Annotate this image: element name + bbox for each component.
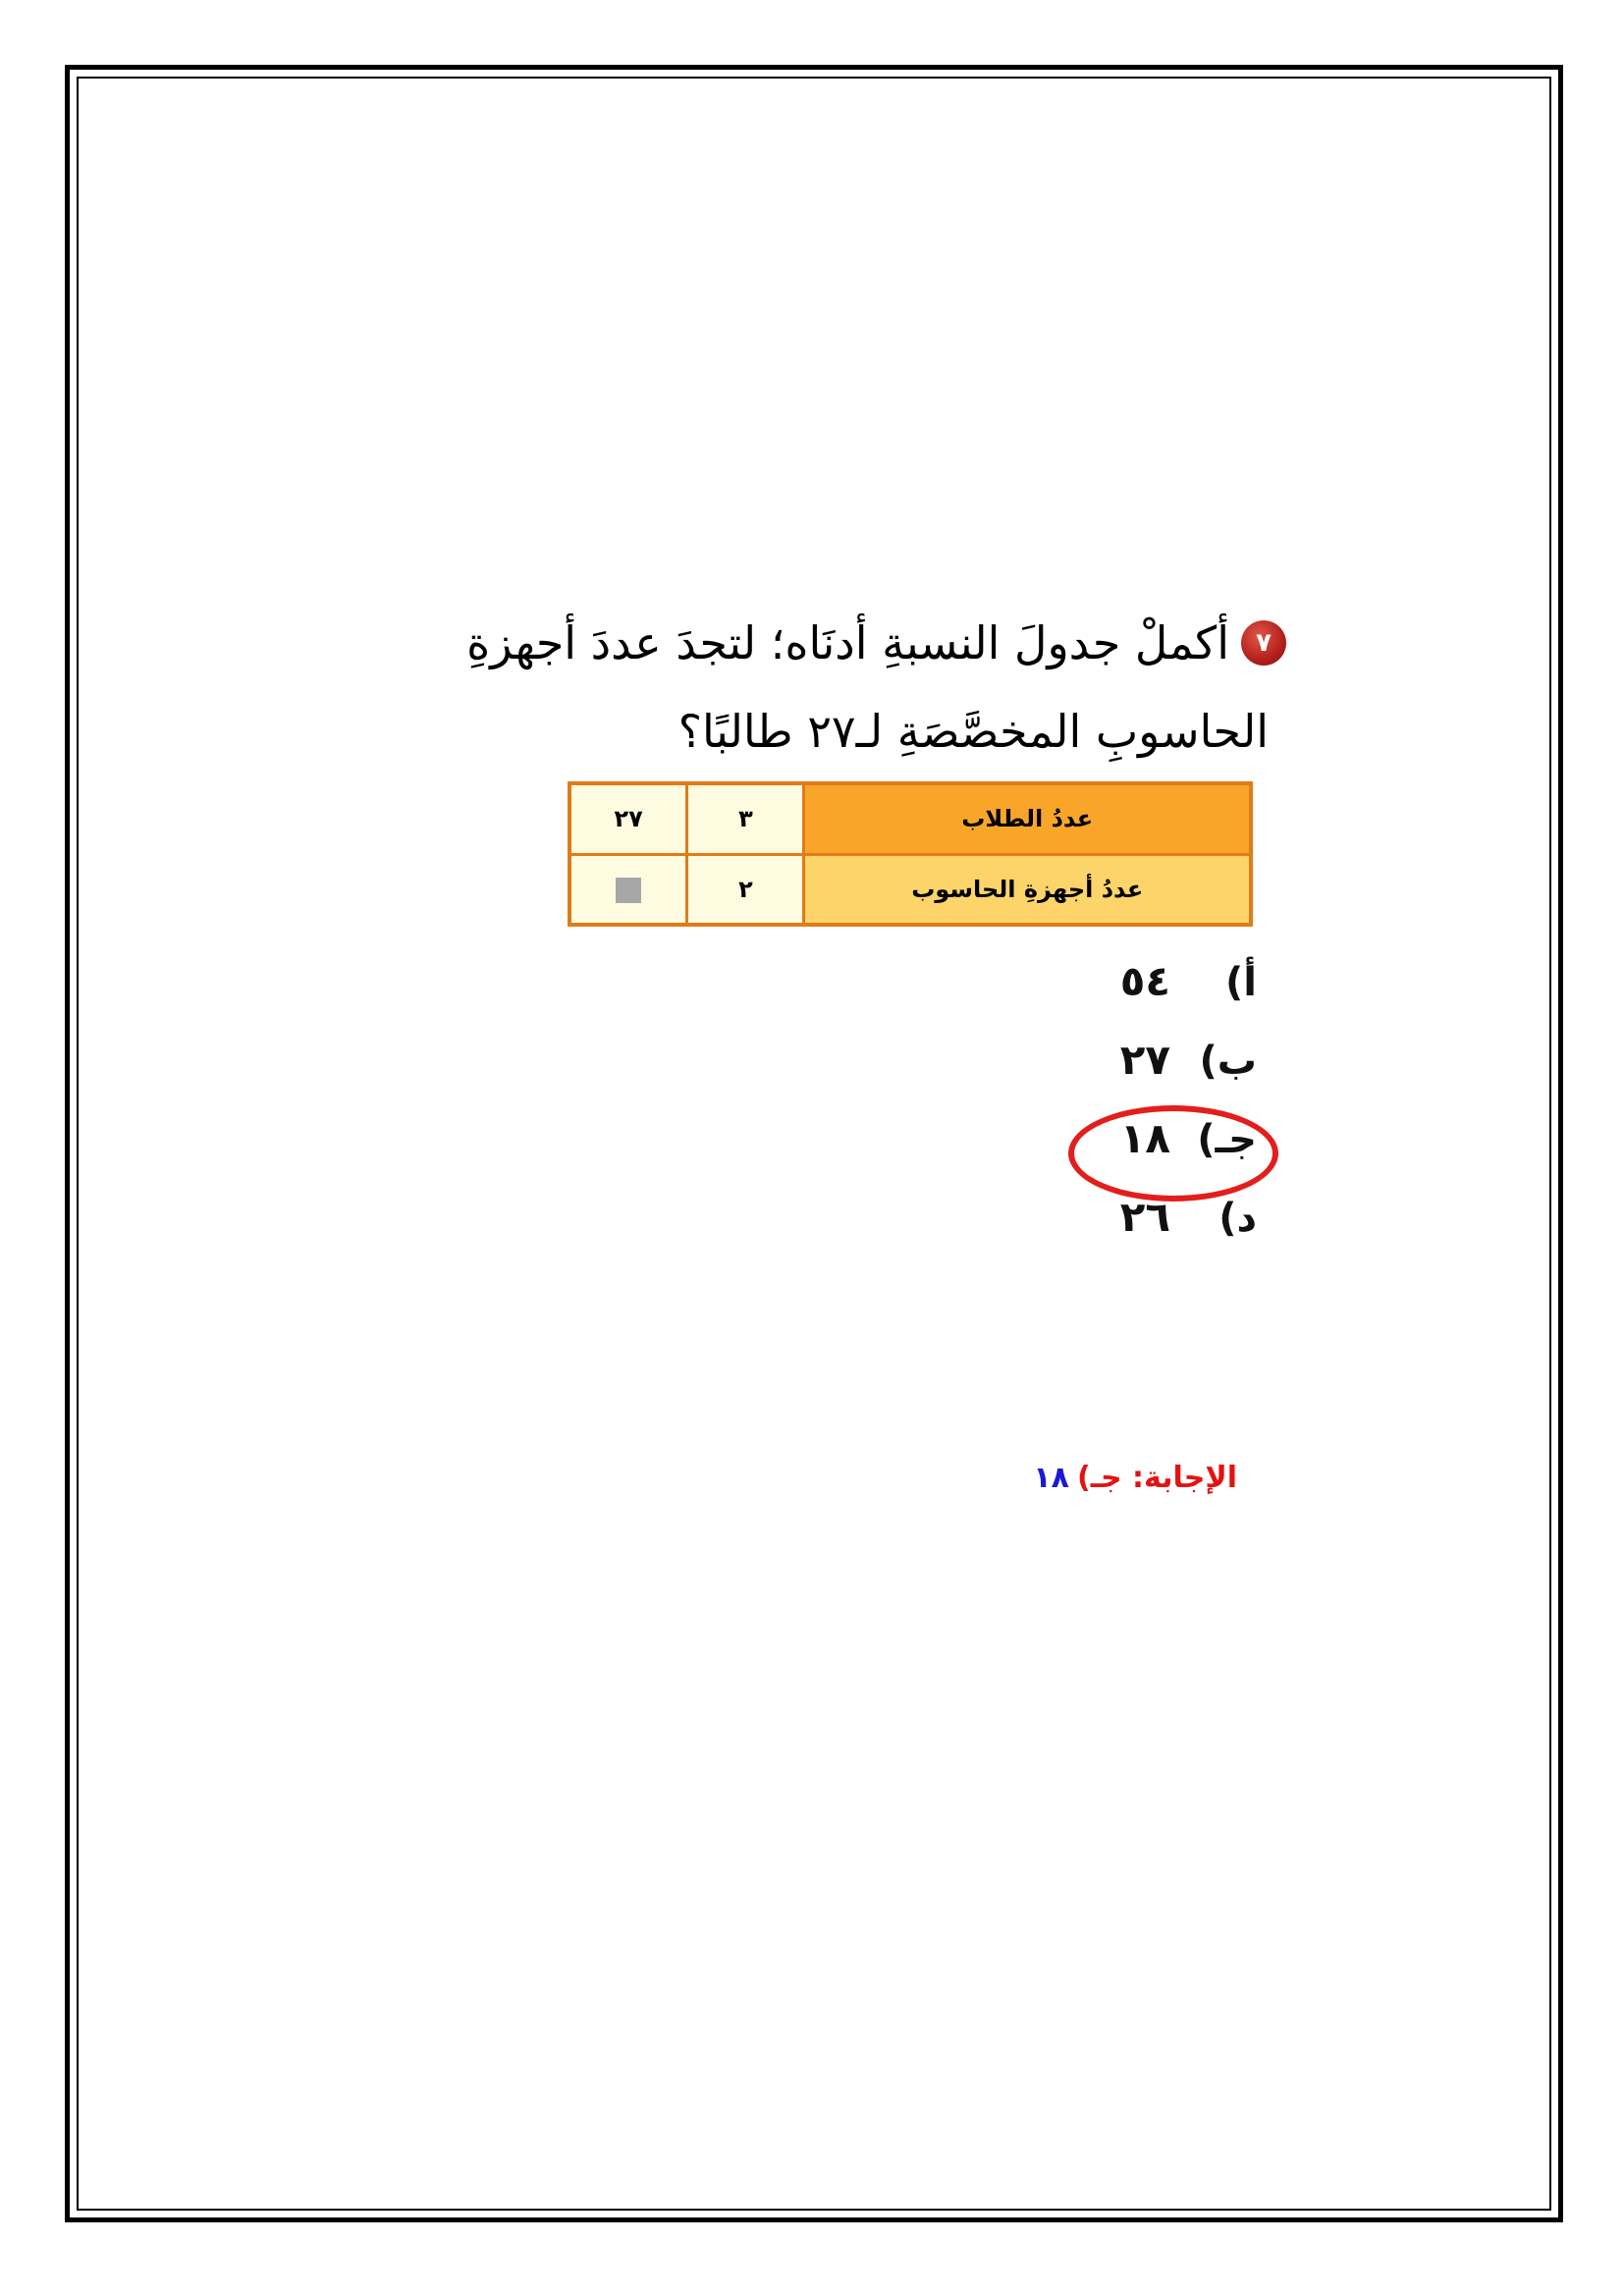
question-line-1 [466, 599, 1286, 687]
selected-answer-circle [1068, 1105, 1278, 1201]
choice-c-letter: جـ) [1197, 1117, 1257, 1162]
choice-b-value: ٢٧ [1119, 1036, 1170, 1084]
question-number-badge: ٧ [1241, 620, 1286, 666]
missing-value-box [616, 878, 641, 903]
row-header-computers: عددُ أجهزةِ الحاسوب [804, 854, 1251, 925]
choice-b-letter: ب) [1199, 1039, 1257, 1084]
students-cell-1: ٣ [687, 783, 804, 854]
ratio-table [568, 781, 1253, 927]
choice-d-letter: د) [1218, 1196, 1257, 1241]
choice-b[interactable] [1060, 1021, 1257, 1099]
computers-cell-1: ٢ [687, 854, 804, 925]
students-cell-2: ٢٧ [569, 783, 687, 854]
choice-d-value: ٢٦ [1119, 1193, 1170, 1241]
table-row-students [569, 783, 1251, 854]
table-row-computers [569, 854, 1251, 925]
choice-a-value: ٥٤ [1119, 957, 1170, 1005]
answer-value: ١٨ [1033, 1461, 1069, 1495]
computers-cell-unknown [569, 854, 687, 925]
page-border-inner [77, 77, 1551, 2211]
answer-line [962, 1461, 1237, 1495]
question [466, 599, 1286, 775]
question-text-line-1: أكملْ جدولَ النسبةِ أدنَاه؛ لتجدَ عددَ أجهزةِ [466, 616, 1229, 669]
answer-label: الإجابة: جـ) [1077, 1461, 1237, 1495]
choices-list [1060, 942, 1257, 1256]
choice-a[interactable] [1060, 942, 1257, 1021]
row-header-students: عددُ الطلاب [804, 783, 1251, 854]
choice-c-value: ١٨ [1119, 1114, 1170, 1162]
question-text-line-2: الحاسوبِ المخصَّصَةِ لـ٢٧ طالبًا؟ [677, 705, 1269, 758]
choice-a-letter: أ) [1225, 960, 1257, 1005]
